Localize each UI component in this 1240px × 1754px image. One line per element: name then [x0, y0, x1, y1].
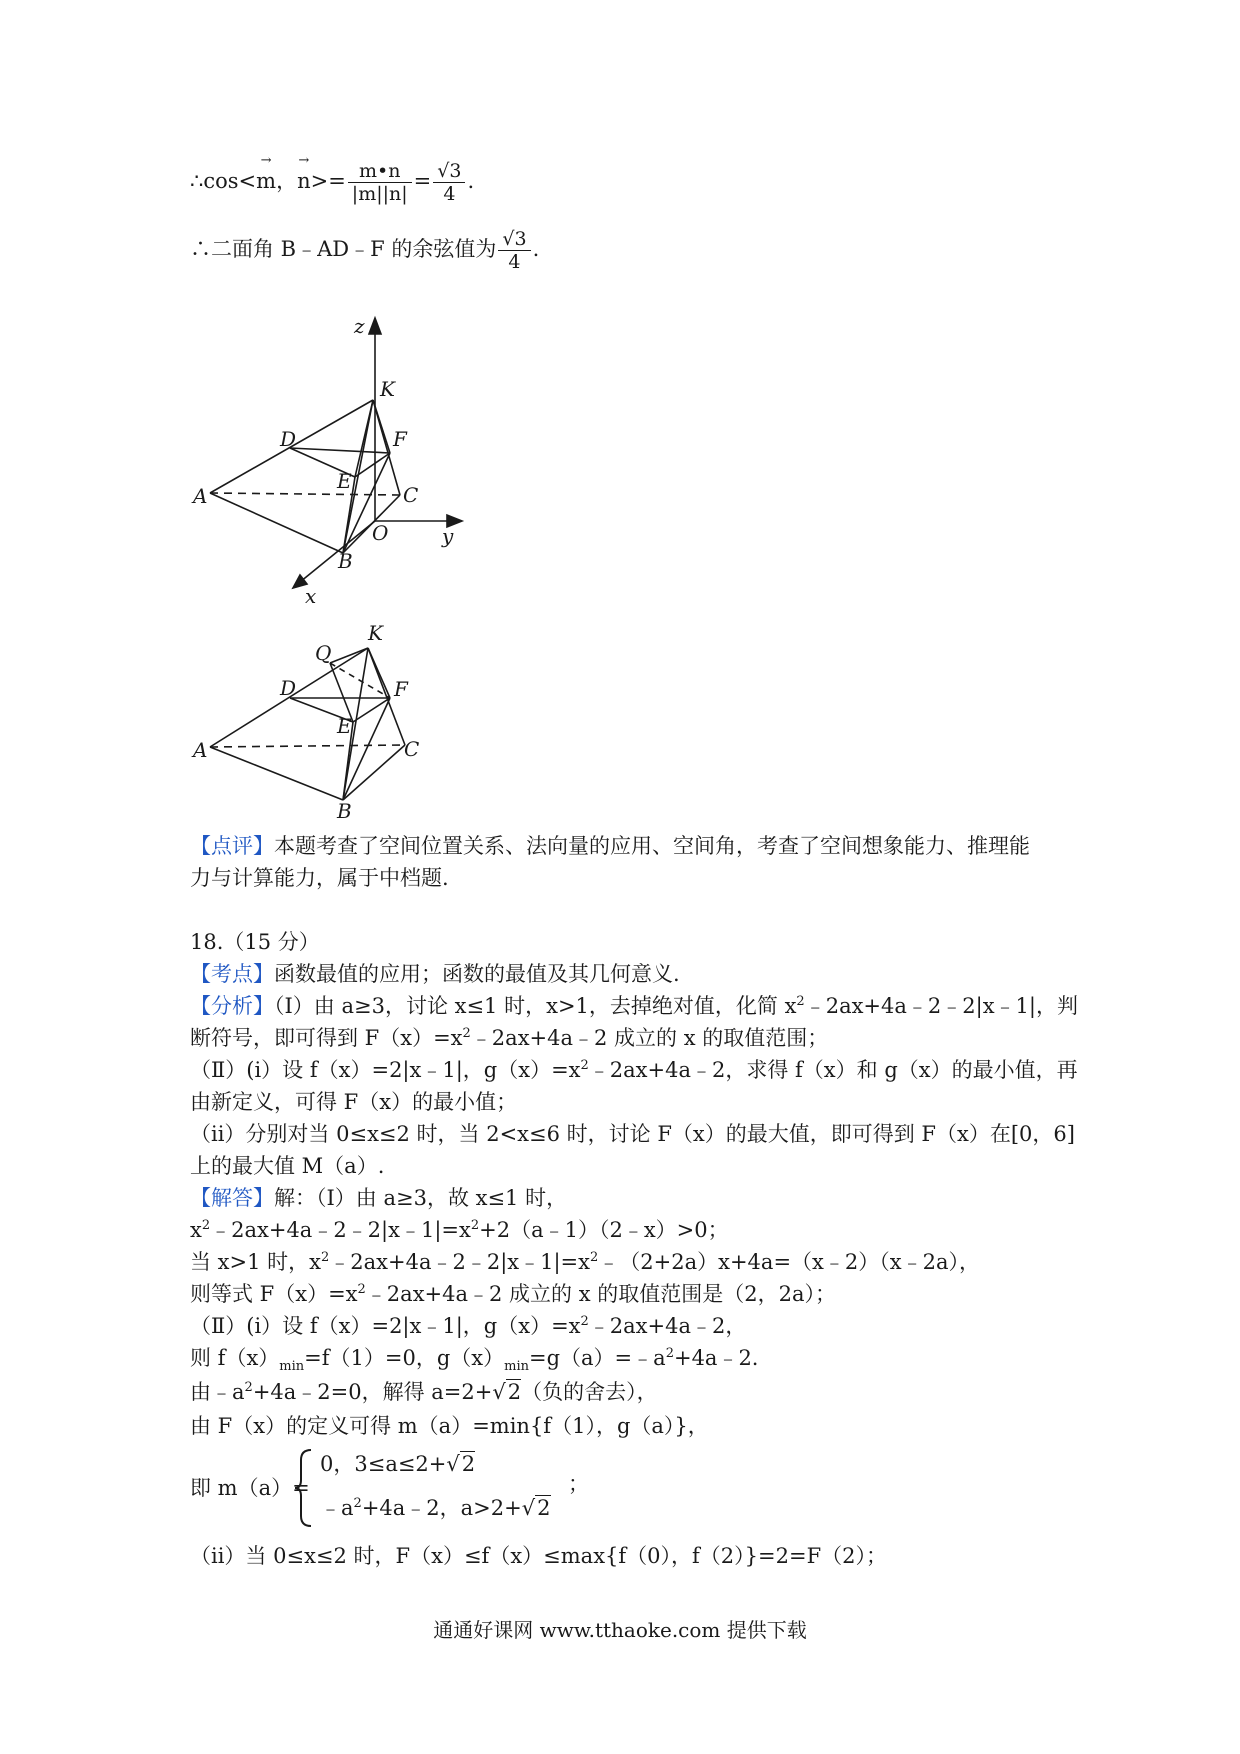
fenxi-line-4 [190, 1088, 517, 1116]
label-F: F [394, 677, 408, 701]
fraction-denominator: |m||n| [351, 183, 408, 205]
label-z: z [354, 314, 365, 338]
label-y: y [442, 524, 454, 548]
solution-line-7 [190, 1378, 658, 1406]
text-segment: 即 m（a）= [190, 1476, 310, 1500]
jieda-tag: 【解答】 [190, 1186, 274, 1210]
subscript: min [504, 1359, 529, 1375]
superscript: 2 [462, 1026, 471, 1041]
solution-line-3 [190, 1248, 980, 1276]
text-segment: 由﹣a [190, 1380, 245, 1404]
label-x: x [305, 584, 317, 608]
label-B: B [338, 549, 353, 573]
case-1 [320, 1450, 475, 1478]
text-segment: ﹣2ax+4a﹣2﹣2|x﹣1|=x [329, 1250, 590, 1274]
text-segment: ﹣a [320, 1496, 354, 1520]
text-segment: ﹣2ax+4a﹣2﹣2|x﹣1|，判 [804, 994, 1078, 1018]
text-segment: +2（a﹣1）（2﹣x）>0； [479, 1218, 729, 1242]
period: . [467, 169, 475, 193]
text-segment: ﹣2ax+4a﹣2，求得 f（x）和 g（x）的最小值，再 [588, 1058, 1078, 1082]
dihedral-text: ∴二面角 B﹣AD﹣F 的余弦值为 [190, 237, 497, 261]
cos-prefix: ∴cos< [190, 169, 257, 193]
fraction-numerator: √3 [433, 160, 465, 183]
sqrt-radicand: 2 [507, 1380, 522, 1404]
equals: >= [310, 169, 346, 193]
sqrt-radicand: 2 [537, 1496, 551, 1520]
text-segment: ﹣2ax+4a﹣2 成立的 x 的取值范围是（2，2a）； [365, 1282, 836, 1306]
label-D: D [280, 427, 297, 451]
comment-text: 本题考查了空间位置关系、法向量的应用、空间角，考查了空间想象能力、推理能 [274, 834, 1030, 858]
text-segment: （ii）当 0≤x≤2 时，F（x）≤f（x）≤max{f（0），f（2）}=2=F（2）； [190, 1544, 888, 1568]
text-segment: +4a﹣2. [673, 1346, 759, 1370]
text-segment: +4a﹣2=0，解得 a=2+ [252, 1380, 493, 1404]
text-segment: 解：（Ⅰ）由 a≥3，故 x≤1 时， [274, 1186, 568, 1210]
label-E: E [337, 714, 352, 738]
superscript: 2 [796, 994, 805, 1009]
case-2 [320, 1494, 551, 1522]
fenxi-line-6 [190, 1152, 384, 1180]
text-segment: （负的舍去）， [521, 1380, 658, 1404]
superscript: 2 [321, 1250, 330, 1265]
jieda-line-1 [190, 1184, 567, 1212]
label-C: C [403, 483, 419, 507]
text-segment: （Ⅱ）(i）设 f（x）=2|x﹣1|，g（x）=x [190, 1314, 581, 1338]
fraction-denominator: 4 [508, 251, 521, 273]
kaodian-text: 函数最值的应用；函数的最值及其几何意义. [274, 962, 680, 986]
kaodian-tag: 【考点】 [190, 962, 274, 986]
figure-pyramid-q [210, 648, 405, 800]
label-Q: Q [315, 641, 332, 665]
fenxi-line-3 [190, 1056, 1078, 1084]
superscript: 2 [353, 1496, 362, 1511]
subscript: min [279, 1359, 305, 1375]
question-header [190, 928, 320, 956]
question-number: 18.（15 分） [190, 930, 320, 954]
fenxi-line-2 [190, 1024, 828, 1052]
fraction-denominator: 4 [443, 183, 456, 205]
sqrt-radicand: 2 [461, 1452, 476, 1476]
label-B: B [337, 799, 352, 823]
sqrt-symbol: √ [521, 1496, 536, 1520]
text-segment: 上的最大值 M（a）. [190, 1154, 385, 1178]
comment-tag: 【点评】 [190, 834, 274, 858]
text-segment: 则等式 F（x）=x [190, 1282, 358, 1306]
label-F: F [393, 427, 407, 451]
sqrt-symbol: √ [446, 1452, 460, 1476]
comment-line-2 [190, 864, 449, 892]
superscript: 2 [357, 1282, 366, 1297]
comma: ， [276, 169, 298, 193]
equals-2: = [413, 169, 432, 193]
label-K: K [368, 621, 383, 645]
fenxi-line-5 [190, 1120, 1075, 1148]
label-O: O [372, 521, 389, 545]
vector-n: → n [297, 167, 311, 195]
label-C: C [404, 737, 420, 761]
text-segment: x [190, 1218, 202, 1242]
text-segment: ； [568, 1472, 589, 1496]
text-segment: +4a﹣2，a>2+ [361, 1496, 522, 1520]
vector-m: → m [256, 167, 276, 195]
text-segment: 由 F（x）的定义可得 m（a）=min{f（1），g（a）}， [190, 1414, 709, 1438]
text-segment: 则 f（x） [190, 1346, 280, 1370]
text-segment: 由新定义，可得 F（x）的最小值； [190, 1090, 518, 1114]
text-segment: 0，3≤a≤2+ [320, 1452, 447, 1476]
label-A: A [193, 484, 208, 508]
label-A: A [193, 738, 208, 762]
text-segment: （Ⅰ）由 a≥3，讨论 x≤1 时，x>1，去掉绝对值，化简 x [274, 994, 797, 1018]
period: . [532, 237, 540, 261]
solution-line-8 [190, 1412, 709, 1440]
text-segment: 当 x>1 时，x [190, 1250, 321, 1274]
text-segment: ﹣2ax+4a﹣2， [588, 1314, 747, 1338]
comment-text: 力与计算能力，属于中档题. [190, 866, 449, 890]
solution-line-9 [190, 1542, 887, 1570]
label-E: E [337, 469, 352, 493]
fraction-numerator: √3 [498, 228, 530, 251]
fenxi-line-1 [190, 992, 1078, 1020]
superscript: 2 [244, 1380, 253, 1395]
solution-line-2 [190, 1216, 729, 1244]
text-segment: =g（a）=﹣a [529, 1346, 666, 1370]
superscript: 2 [580, 1314, 589, 1329]
superscript: 2 [580, 1058, 589, 1073]
solution-line-5 [190, 1312, 746, 1340]
label-D: D [280, 676, 297, 700]
text-segment: 断符号，即可得到 F（x）=x [190, 1026, 463, 1050]
label-K: K [380, 377, 395, 401]
solution-line-4 [190, 1280, 836, 1308]
solution-line-6 [190, 1344, 759, 1375]
text-segment: ﹣2ax+4a﹣2 成立的 x 的取值范围； [470, 1026, 829, 1050]
comment-line-1 [190, 832, 1030, 860]
superscript: 2 [665, 1346, 674, 1361]
text-segment: ﹣2ax+4a﹣2﹣2|x﹣1|=x [210, 1218, 471, 1242]
text-segment: （Ⅱ）(i）设 f（x）=2|x﹣1|，g（x）=x [190, 1058, 581, 1082]
sqrt-symbol: √ [492, 1380, 506, 1404]
kaodian-line [190, 960, 680, 988]
superscript: 2 [470, 1218, 480, 1233]
text-segment: ﹣（2+2a）x+4a=（x﹣2）（x﹣2a）， [598, 1250, 980, 1274]
page-footer: 通通好课网 www.tthaoke.com 提供下载 [433, 1618, 807, 1642]
superscript: 2 [590, 1250, 599, 1265]
superscript: 2 [201, 1218, 211, 1233]
text-segment: =f（1）=0，g（x） [304, 1346, 505, 1370]
left-brace-icon [293, 1448, 315, 1528]
text-segment: （ii）分别对当 0≤x≤2 时，当 2<x≤6 时，讨论 F（x）的最大值，即可得到 F（x）在[0，6] [190, 1122, 1075, 1146]
fraction-numerator: m•n [348, 160, 412, 183]
fenxi-tag: 【分析】 [190, 994, 274, 1018]
